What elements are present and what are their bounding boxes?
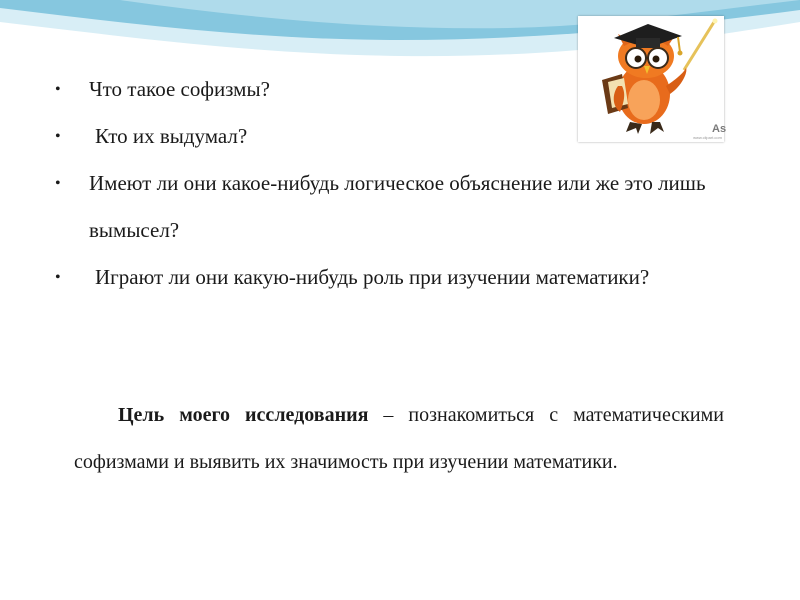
- list-item: [50, 113, 762, 160]
- watermark-url: www.clipart.com: [693, 135, 722, 140]
- bullet-dot: •: [55, 269, 61, 286]
- question-list: [50, 66, 762, 301]
- list-item-text: Играют ли они какую-нибудь роль при изучении математики?: [95, 265, 650, 289]
- bullet-dot: •: [55, 128, 61, 145]
- bullet-dot: •: [55, 81, 61, 98]
- watermark-text: As: [712, 123, 727, 135]
- goal-text: – познакомиться с математическими софизмами и выявить их значимость при изучении математики.: [74, 404, 724, 473]
- bullet-dot: •: [55, 175, 61, 192]
- list-item-text: Что такое софизмы?: [89, 77, 270, 101]
- goal-lead: Цель моего исследования: [118, 404, 369, 426]
- list-item-text: Кто их выдумал?: [95, 124, 248, 148]
- list-item: [50, 66, 762, 113]
- list-item-text: Имеют ли они какое-нибудь логическое объяснение или же это лишь вымысел?: [89, 171, 706, 242]
- list-item: [50, 254, 762, 301]
- list-item: [50, 160, 762, 254]
- research-goal-paragraph: [74, 392, 724, 486]
